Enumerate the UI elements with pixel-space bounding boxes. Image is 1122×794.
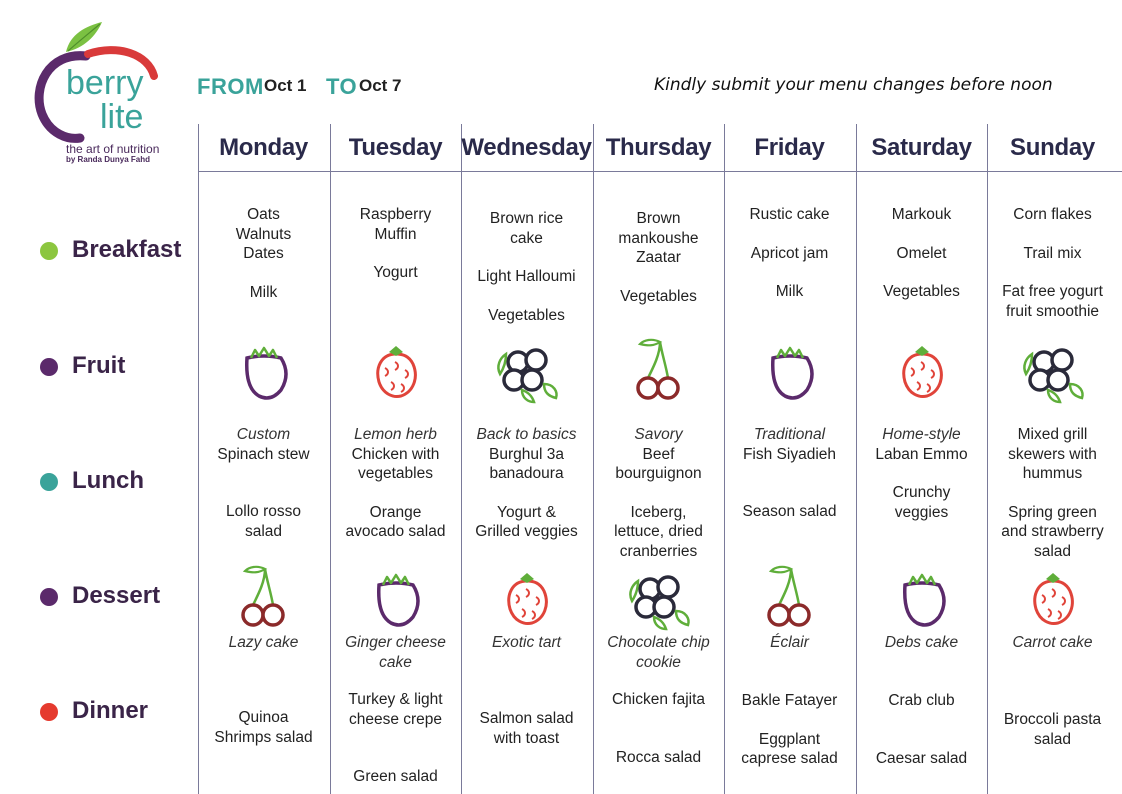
day-header-thursday: Thursday [605,134,712,161]
breakfast-cell [461,209,592,325]
dinner-item: Shrimps salad [214,728,313,746]
lunch-side: Crunchy [892,484,951,501]
breakfast-item: Brown rice [489,210,564,227]
breakfast-item: Milk [775,283,804,300]
breakfast-item: Rustic cake [749,206,830,223]
dinner-cell [198,708,329,747]
lunch-cell [198,425,329,541]
dinner-item: caprese salad [741,750,838,767]
brand-byline: by Randa Dunya Fahd [66,155,151,164]
breakfast-item: cake [510,229,543,247]
to-date: Oct 7 [359,76,402,95]
day-header-friday: Friday [754,134,825,161]
dinner-item: Bakle Fatayer [741,692,838,709]
dinner-item: Caesar salad [875,749,968,767]
blueberries-icon [1018,334,1088,404]
dinner-cell [330,690,461,787]
lunch-side: Season salad [742,503,837,520]
lunch-dish: Chicken with [351,445,440,463]
lunch-dish: vegetables [358,465,433,482]
breakfast-item: Light Halloumi [477,268,576,285]
dinner-item: Eggplant [758,730,821,748]
breakfast-item: Apricot jam [750,244,829,262]
lunch-style: Custom [236,426,291,443]
breakfast-item: Vegetables [883,283,960,300]
breakfast-item: Fat free yogurt [1002,283,1103,300]
breakfast-item: Markouk [891,206,952,223]
dinner-item: Quinoa [238,709,289,726]
lunch-dish: hummus [1022,465,1083,482]
dessert-item: cake [379,653,412,671]
lunch-cell [724,425,855,522]
svg-text:berry: berry [66,64,144,102]
lunch-side: Orange [369,503,422,521]
dinner-item: Green salad [353,768,438,785]
dinner-item: Crab club [888,692,955,709]
meal-label-lunch: Lunch [72,467,144,494]
meal-label-fruit: Fruit [72,352,126,379]
lunch-side: salad [244,522,283,540]
meal-label-dessert: Dessert [72,582,161,609]
lunch-dish: banadoura [489,465,564,482]
breakfast-cell [593,209,724,306]
lunch-style: Traditional [753,426,826,443]
breakfast-cell [856,205,987,302]
fig-icon [361,561,431,631]
dinner-item: with toast [493,729,560,747]
lunch-side: lettuce, dried [614,523,703,540]
dessert-item: cookie [636,653,681,671]
breakfast-item: Vegetables [488,306,565,324]
lunch-style: Back to basics [476,426,577,443]
day-header-tuesday: Tuesday [348,134,443,161]
dinner-item: cheese crepe [348,710,443,728]
breakfast-item: Trail mix [1023,244,1082,262]
breakfast-item: Zaatar [636,249,681,266]
svg-text:lite: lite [100,98,144,136]
lunch-side: cranberries [619,542,698,560]
breakfast-item: Raspberry [359,206,432,223]
brand-tagline: the art of nutrition [66,142,160,156]
dessert-item: Ginger cheese [345,634,446,651]
cherries-icon [229,561,299,631]
lunch-cell [330,425,461,542]
dinner-cell [461,709,592,748]
lunch-style: Home-style [882,426,961,443]
dessert-cell [987,633,1118,653]
dessert-cell [198,633,329,653]
meal-label-dinner: Dinner [72,697,149,724]
dessert-item: Carrot cake [1012,634,1093,651]
meal-dot-breakfast [40,242,58,260]
fig-icon [229,334,299,404]
lunch-dish: Spinach stew [217,445,310,463]
dessert-cell [593,633,724,672]
dinner-item: salad [1033,730,1072,748]
lunch-dish: Fish Siyadieh [742,445,837,463]
lunch-side: avocado salad [345,523,446,540]
breakfast-item: Oats [247,206,280,223]
meal-label-breakfast: Breakfast [72,236,182,263]
lunch-dish: Laban Emmo [875,445,968,463]
dinner-item: Rocca salad [615,748,702,766]
lunch-style: Lemon herb [354,426,437,443]
meal-dot-lunch [40,473,58,491]
raspberry-icon [887,334,957,404]
breakfast-item: fruit smoothie [1005,302,1100,320]
to-label: TO [326,74,358,99]
lunch-dish: Beef [642,445,675,463]
lunch-side: Lollo rosso [226,503,301,520]
lunch-dish: skewers with [1008,445,1097,463]
cherries-icon [624,334,694,404]
breakfast-item: Muffin [374,225,417,243]
breakfast-item: Yogurt [373,264,418,281]
dinner-item: Turkey & light [348,691,443,708]
lunch-side: and strawberry [1001,523,1104,540]
lunch-side: Iceberg, [630,503,687,521]
meal-dot-fruit [40,358,58,376]
meal-dot-dessert [40,588,58,606]
dinner-cell [856,691,987,768]
breakfast-cell [198,205,329,302]
fig-icon [887,561,957,631]
dessert-item: Debs cake [884,634,959,651]
cherries-icon [755,561,825,631]
lunch-cell [856,425,987,522]
raspberry-icon [361,334,431,404]
dessert-cell [724,633,855,653]
breakfast-item: mankoushe [618,229,699,247]
raspberry-icon [1018,561,1088,631]
lunch-side: Yogurt & [497,503,556,521]
blueberries-icon [624,561,694,631]
day-header-sunday: Sunday [1010,134,1095,161]
header-divider [198,171,1122,172]
dessert-item: Lazy cake [228,634,299,651]
lunch-side: salad [1033,542,1072,560]
from-date: Oct 1 [264,76,307,95]
dinner-item: Salmon salad [479,710,574,727]
meal-dot-dinner [40,703,58,721]
breakfast-item: Walnuts [235,225,292,243]
lunch-dish: Mixed grill [1017,426,1088,443]
day-header-monday: Monday [219,134,308,161]
fig-icon [755,334,825,404]
dessert-cell [330,633,461,672]
lunch-side: Spring green [1008,503,1097,521]
breakfast-cell [330,205,461,283]
breakfast-cell [724,205,855,302]
lunch-side: Grilled veggies [475,523,578,540]
dinner-cell [593,690,724,767]
day-header-saturday: Saturday [871,134,972,161]
dessert-item: Chocolate chip [607,634,710,651]
lunch-style: Savory [634,426,683,443]
breakfast-item: Brown [636,210,681,227]
lunch-cell [461,425,592,542]
dessert-cell [461,633,592,653]
dinner-item: Broccoli pasta [1003,711,1102,728]
breakfast-item: Vegetables [620,287,697,305]
dessert-cell [856,633,987,653]
raspberry-icon [492,561,562,631]
dinner-item: Chicken fajita [611,691,706,708]
lunch-dish: bourguignon [615,465,702,482]
day-header-wednesday: Wednesday [461,134,592,161]
lunch-dish: Burghul 3a [489,445,564,463]
lunch-cell [593,425,724,561]
lunch-side: veggies [894,503,949,521]
breakfast-item: Omelet [896,244,947,262]
blueberries-icon [492,334,562,404]
breakfast-item: Dates [243,245,284,262]
breakfast-cell [987,205,1118,321]
dessert-item: Exotic tart [492,634,561,651]
lunch-cell [987,425,1118,561]
dinner-cell [724,691,855,769]
from-label: FROM [197,74,264,99]
breakfast-item: Corn flakes [1013,206,1092,223]
submission-note: Kindly submit your menu changes before noon [654,75,1053,95]
breakfast-item: Milk [249,283,278,301]
dinner-cell [987,710,1118,749]
dessert-item: Éclair [770,634,809,651]
